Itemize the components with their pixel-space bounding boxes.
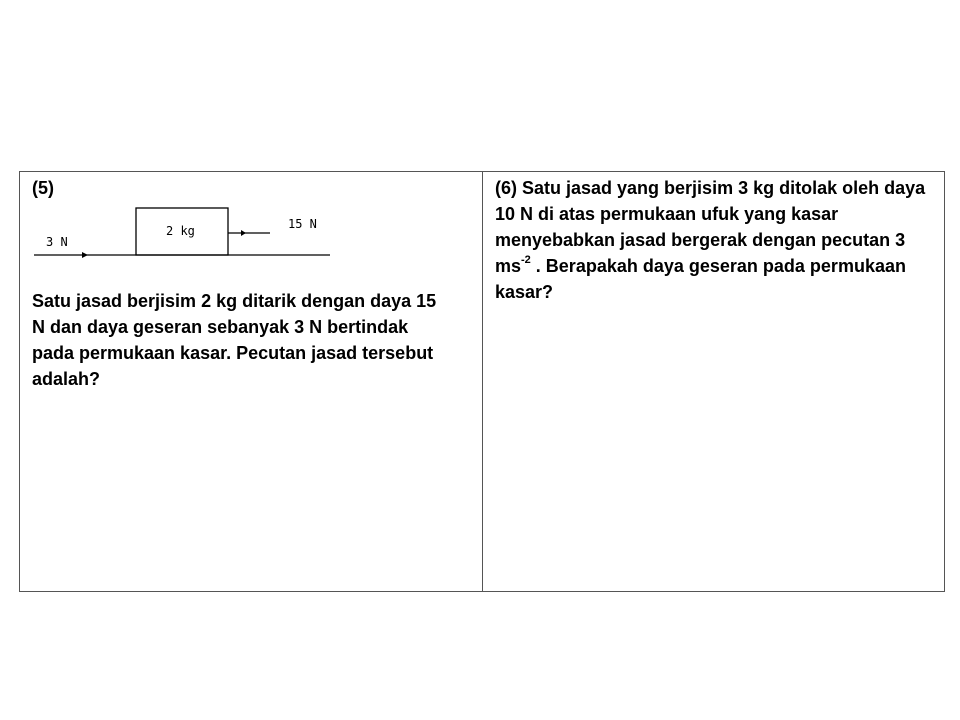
question-6-exponent: -2 xyxy=(521,254,531,266)
question-6-text xyxy=(495,175,935,305)
question-6-text-after: . Berapakah daya geseran pada permukaan kasar? xyxy=(495,256,906,302)
force-right-arrowhead xyxy=(241,230,246,236)
question-5-text: Satu jasad berjisim 2 kg ditarik dengan daya 15 N dan daya geseran sebanyak 3 N bertindak pada permukaan kasar. Pecutan jasad tersebut adalah? xyxy=(32,291,437,389)
force-diagram xyxy=(32,202,342,262)
force-right-label: 15 N xyxy=(288,217,317,231)
question-table xyxy=(19,171,945,592)
force-left-arrowhead xyxy=(82,252,88,258)
force-left-label: 3 N xyxy=(46,235,68,249)
question-6-text-before: (6) Satu jasad yang berjisim 3 kg ditolak oleh daya 10 N di atas permukaan ufuk yang kasar menyebabkan jasad bergerak dengan pecutan 3 ms xyxy=(495,178,926,276)
mass-label: 2 kg xyxy=(166,224,195,238)
question-5-cell xyxy=(20,172,483,591)
question-6-cell xyxy=(483,172,944,591)
question-5-number: (5) xyxy=(32,178,54,198)
